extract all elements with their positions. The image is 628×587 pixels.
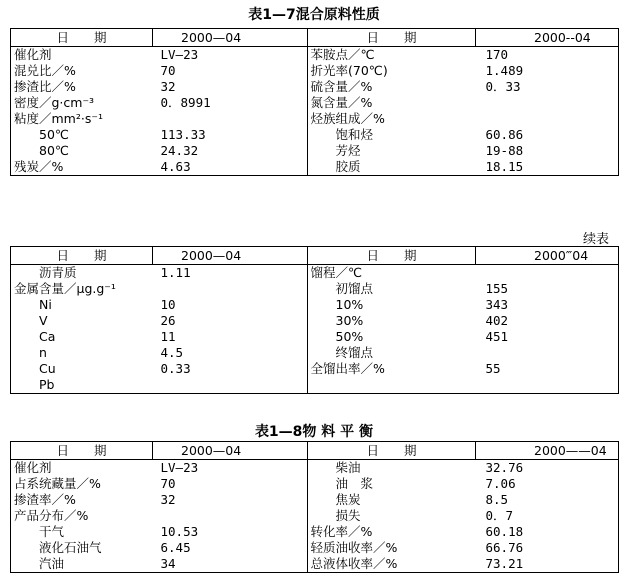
table-row [11, 460, 619, 477]
value-left-cell: 26 [160, 313, 176, 328]
item-right-cell: 苯胺点／℃ [310, 47, 375, 62]
header-value-left: 2000—04 [153, 247, 308, 265]
value-right-cell: 66.76 [476, 540, 619, 556]
header-date-left: 日 期 [11, 247, 153, 265]
value-right-cell: 73.21 [476, 556, 619, 573]
item-right-cell: 折光率(70℃) [310, 63, 388, 78]
table-row [11, 524, 619, 540]
item-left-cell: 掺渣比／% [11, 79, 153, 95]
value-right-cell: 402 [476, 313, 619, 329]
item-right-cell: 胶质 [308, 159, 476, 176]
item-left-cell: 催化剂 [11, 47, 153, 64]
table-row [11, 297, 619, 313]
header-value-left: 2000—04 [153, 442, 308, 460]
value-right-cell: 8.5 [476, 492, 619, 508]
value-right-cell: 0．7 [476, 508, 619, 524]
item-left-cell: 汽油 [11, 556, 153, 573]
item-left-cell: 80℃ [11, 143, 153, 159]
value-left-cell: 70 [160, 476, 176, 491]
value-right-cell [476, 265, 619, 282]
table-row [11, 127, 619, 143]
item-left-cell: Ni [11, 297, 153, 313]
item-right-cell: 轻质油收率／% [310, 540, 398, 555]
table-row [11, 508, 619, 524]
value-right-cell: 451 [476, 329, 619, 345]
header-date-right: 日 期 [308, 247, 476, 265]
item-left-cell: 混兑比／% [11, 63, 153, 79]
value-right-cell [476, 345, 619, 361]
item-right-cell: 芳烃 [310, 143, 361, 158]
table-row [11, 361, 619, 377]
header-value-right: 2000——04 [476, 442, 619, 460]
value-left-cell: 4.5 [160, 345, 184, 360]
item-right-cell: 馏程／℃ [310, 265, 363, 280]
table-row [11, 111, 619, 127]
value-right-cell: 7.06 [476, 476, 619, 492]
item-right-cell: 30% [310, 313, 364, 328]
item-right-cell: 初馏点 [310, 281, 374, 296]
value-right-cell: 60.86 [476, 127, 619, 143]
value-right-cell: 343 [476, 297, 619, 313]
item-left-cell: 占系统藏量／% [11, 476, 153, 492]
header-value-left: 2000—04 [153, 29, 308, 47]
value-left-cell: 11 [160, 329, 176, 344]
value-left-cell: 0.33 [160, 361, 191, 376]
item-left-cell: 50℃ [11, 127, 153, 143]
value-left-cell: 32 [160, 79, 176, 94]
item-right-cell: 硫含量／% [310, 79, 373, 94]
item-left-cell: V [11, 313, 153, 329]
column-divider [307, 46, 308, 175]
table-row [11, 540, 619, 556]
table-row [11, 63, 619, 79]
item-right-cell: 油 浆 [310, 476, 374, 491]
item-right-cell: 总液体收率／% [308, 556, 476, 573]
table-row [11, 79, 619, 95]
item-left-cell: 催化剂 [11, 460, 153, 477]
table-row [11, 143, 619, 159]
item-right-cell: 损失 [310, 508, 361, 523]
value-left-cell: LV—23 [160, 460, 199, 475]
item-left-cell: 金属含量／μg.g⁻¹ [11, 281, 153, 297]
material-balance-table [10, 441, 619, 573]
item-left-cell: n [11, 345, 153, 361]
table-row [11, 47, 619, 64]
item-left-cell: 残炭／% [11, 159, 153, 176]
table-row [11, 329, 619, 345]
column-divider [307, 264, 308, 393]
raw-material-properties-table [10, 28, 619, 176]
value-left-cell: 1.11 [160, 265, 191, 280]
header-date-right: 日 期 [308, 29, 476, 47]
item-left-cell: 沥青质 [11, 265, 153, 282]
value-right-cell: 19-88 [476, 143, 619, 159]
table1-title: 表1—7混合原料性质 [248, 7, 380, 23]
value-right-cell: 170 [476, 47, 619, 64]
value-left-cell: 34 [153, 556, 308, 573]
value-left-cell: 10 [160, 297, 176, 312]
value-left-cell: 4.63 [153, 159, 308, 176]
item-left-cell: Ca [11, 329, 153, 345]
column-divider [307, 459, 308, 572]
item-left-cell: 密度／g·cm⁻³ [11, 95, 153, 111]
item-right-cell [308, 377, 476, 394]
item-right-cell: 10% [310, 297, 364, 312]
value-right-cell: 155 [476, 281, 619, 297]
item-right-cell: 焦炭 [310, 492, 361, 507]
item-left-cell: Cu [11, 361, 153, 377]
raw-material-properties-continued-table [10, 246, 619, 394]
value-left-cell: 6.45 [160, 540, 191, 555]
item-right-cell: 50% [310, 329, 364, 344]
value-left-cell: LV—23 [160, 47, 199, 62]
table-row [11, 377, 619, 394]
value-right-cell: 60.18 [476, 524, 619, 540]
continued-label: 续表 [583, 232, 610, 247]
table-row [11, 281, 619, 297]
value-right-cell: 1.489 [476, 63, 619, 79]
table-row [11, 556, 619, 573]
item-right-cell: 氮含量／% [310, 95, 373, 110]
value-right-cell [476, 95, 619, 111]
value-right-cell: 18.15 [476, 159, 619, 176]
value-right-cell [476, 111, 619, 127]
item-right-cell: 饱和烃 [310, 127, 374, 142]
value-left-cell: 24.32 [160, 143, 199, 158]
item-left-cell: 粘度／mm²·s⁻¹ [11, 111, 153, 127]
value-left-cell: 113.33 [160, 127, 206, 142]
item-right-cell: 柴油 [310, 460, 361, 475]
header-date-left: 日 期 [11, 29, 153, 47]
value-left-cell: 70 [160, 63, 176, 78]
value-right-cell: 0．33 [476, 79, 619, 95]
value-right-cell [476, 377, 619, 394]
item-left-cell: 产品分布／% [11, 508, 153, 524]
header-date-right: 日 期 [308, 442, 476, 460]
item-right-cell: 全馏出率／% [310, 361, 385, 376]
item-left-cell: 液化石油气 [11, 540, 153, 556]
item-left-cell: 掺渣率／% [11, 492, 153, 508]
item-left-cell: Pb [11, 377, 153, 394]
item-right-cell: 终馏点 [310, 345, 374, 360]
value-right-cell: 32.76 [476, 460, 619, 477]
table-row [11, 159, 619, 176]
table-row [11, 313, 619, 329]
table-row [11, 492, 619, 508]
value-left-cell: 10.53 [160, 524, 199, 539]
header-date-left: 日 期 [11, 442, 153, 460]
table-row [11, 265, 619, 282]
value-left-cell: 32 [160, 492, 176, 507]
value-right-cell: 55 [476, 361, 619, 377]
value-left-cell [153, 111, 308, 127]
item-right-cell: 烃族组成／% [310, 111, 385, 126]
header-value-right: 2000‴04 [476, 247, 619, 265]
table-row [11, 95, 619, 111]
value-left-cell [153, 281, 308, 297]
value-left-cell: 0．8991 [160, 95, 211, 110]
table-row [11, 345, 619, 361]
item-left-cell: 干气 [11, 524, 153, 540]
item-right-cell: 转化率／% [310, 524, 373, 539]
value-left-cell [153, 508, 308, 524]
header-value-right: 2000--04 [476, 29, 619, 47]
value-left-cell [153, 377, 308, 394]
table-row [11, 476, 619, 492]
table3-title: 表1—8物 料 平 衡 [254, 424, 374, 440]
